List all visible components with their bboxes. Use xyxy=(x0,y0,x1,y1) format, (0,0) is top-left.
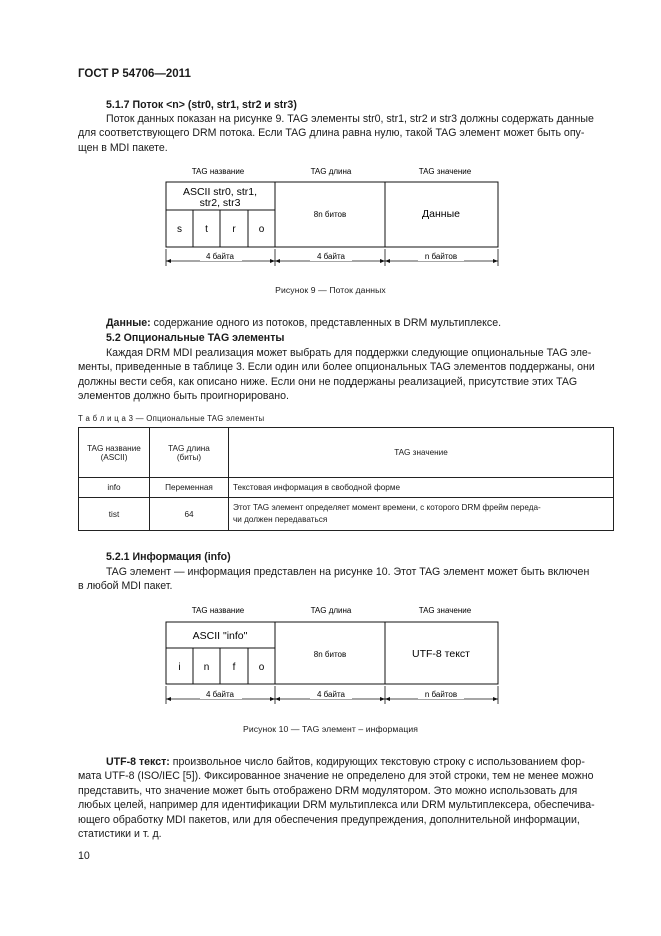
paragraph-line: любых целей, например для идентификации DRM мультиплекса или DRM мультиплексера, обеспечива- xyxy=(78,799,595,812)
utf8-definition xyxy=(78,755,614,841)
table-cell-value: Этот TAG элемент определяет момент времени, с которого DRM фрейм переда- чи должен передаваться xyxy=(229,498,614,531)
table-cell-length: 64 xyxy=(150,498,229,531)
paragraph-line: должны вести себя, как описано ниже. Если они не поддержаны реализацией, присутствие этих TAG xyxy=(78,375,578,388)
paragraph-line: Каждая DRM MDI реализация может выбрать для поддержки следующие опциональные TAG эле- xyxy=(106,347,592,359)
fig10-col-value-label: TAG значение xyxy=(418,606,472,615)
fig10-ascii-label: ASCII "info" xyxy=(192,630,248,642)
fig9-dim-label: n байтов xyxy=(424,252,458,261)
fig10-dim-label: n байтов xyxy=(424,690,458,699)
section-5-1-7-paragraph xyxy=(78,112,614,155)
table-cell-value: Текстовая информация в свободной форме xyxy=(229,478,614,498)
section-heading-5-2: 5.2 Опциональные TAG элементы xyxy=(106,332,285,344)
figure-10-diagram xyxy=(160,600,520,712)
table-header-row xyxy=(79,428,614,478)
table-cell-name: info xyxy=(79,478,150,498)
data-definition xyxy=(106,316,501,330)
fig9-col-name-label: TAG название xyxy=(191,167,245,176)
table-row xyxy=(79,478,614,498)
fig9-col-length-label: TAG длина xyxy=(310,167,352,176)
paragraph-line: TAG элемент — информация представлен на рисунке 10. Этот TAG элемент может быть включен xyxy=(106,566,590,578)
paragraph-line: щен в MDI пакете. xyxy=(78,141,168,154)
table-header-cell: TAG значение xyxy=(229,428,614,478)
fig9-letter: o xyxy=(258,224,265,235)
fig9-dim-label: 4 байта xyxy=(316,252,346,261)
fig10-letter: n xyxy=(203,662,210,673)
definition-text: содержание одного из потоков, представленных в DRM мультиплексе. xyxy=(150,317,502,329)
fig10-value-text: UTF-8 текст xyxy=(412,648,470,660)
paragraph-line: статистики и т. д. xyxy=(78,828,162,841)
definition-term: UTF-8 текст: xyxy=(106,756,170,768)
fig9-value-text: Данные xyxy=(422,208,460,220)
paragraph-line: элементов должно быть проигнорировано. xyxy=(78,390,289,403)
section-5-2-paragraph xyxy=(78,346,614,404)
fig9-letter: t xyxy=(205,224,208,235)
table-3-caption: Т а б л и ц а 3 — Опциональные TAG элементы xyxy=(78,414,265,423)
paragraph-line: в любой MDI пакет. xyxy=(78,580,173,593)
paragraph-line: мата UTF-8 (ISO/IEC [5]). Фиксированное значение не определено для этой строки, тем не менее можно xyxy=(78,770,594,783)
fig9-letter: s xyxy=(177,224,182,235)
paragraph-line: Поток данных показан на рисунке 9. TAG элементы str0, str1, str2 и str3 должны содержать данные xyxy=(106,113,594,125)
paragraph-line: менты, приведенные в таблице 3. Если один или более опциональных TAG элементов поддержаны, они xyxy=(78,361,595,374)
fig10-letter: i xyxy=(178,662,181,673)
fig10-dim-label: 4 байта xyxy=(205,690,235,699)
definition-text: произвольное число байтов, кодирующих текстовую строку с использованием фор- xyxy=(169,756,585,768)
section-heading-5-2-1: 5.2.1 Информация (info) xyxy=(106,551,231,563)
table-cell-name: tist xyxy=(79,498,150,531)
figure-9-caption: Рисунок 9 — Поток данных xyxy=(275,285,386,295)
fig10-letter: f xyxy=(232,662,236,673)
fig9-dim-label: 4 байта xyxy=(205,252,235,261)
document-header: ГОСТ Р 54706—2011 xyxy=(78,68,191,80)
table-header-cell: TAG длина (биты) xyxy=(150,428,229,478)
table-3 xyxy=(78,427,614,531)
table-row xyxy=(79,498,614,531)
definition-term: Данные: xyxy=(106,317,151,329)
fig9-letter: r xyxy=(232,224,236,235)
section-heading-5-1-7: 5.1.7 Поток <n> (str0, str1, str2 и str3) xyxy=(106,99,297,111)
table-cell-length: Переменная xyxy=(150,478,229,498)
fig10-length-text: 8n битов xyxy=(313,650,347,659)
paragraph-line: для соответствующего DRM потока. Если TAG длина равна нулю, такой TAG элемент может быть опу- xyxy=(78,127,585,140)
paragraph-line xyxy=(78,755,614,769)
fig10-col-length-label: TAG длина xyxy=(310,606,352,615)
fig9-length-text: 8n битов xyxy=(313,210,347,219)
paragraph-line: ющего обработку MDI пакетов, или для обеспечения предупреждения, дополнительной информации, xyxy=(78,813,580,826)
figure-9-diagram xyxy=(160,160,520,280)
section-5-2-1-paragraph xyxy=(78,565,614,594)
fig10-letter: o xyxy=(258,662,265,673)
fig9-col-value-label: TAG значение xyxy=(418,167,472,176)
paragraph-line: представить, что значение может быть отображено DRM модулятором. Это можно использовать для xyxy=(78,784,578,797)
page-number: 10 xyxy=(78,850,90,862)
fig10-col-name-label: TAG название xyxy=(191,606,245,615)
figure-10-caption: Рисунок 10 — TAG элемент – информация xyxy=(243,724,418,734)
fig10-dim-label: 4 байта xyxy=(316,690,346,699)
fig9-ascii-label: str2, str3 xyxy=(199,197,241,209)
fig9-ascii-label: ASCII str0, str1, xyxy=(182,186,258,198)
table-header-cell: TAG название (ASCII) xyxy=(79,428,150,478)
